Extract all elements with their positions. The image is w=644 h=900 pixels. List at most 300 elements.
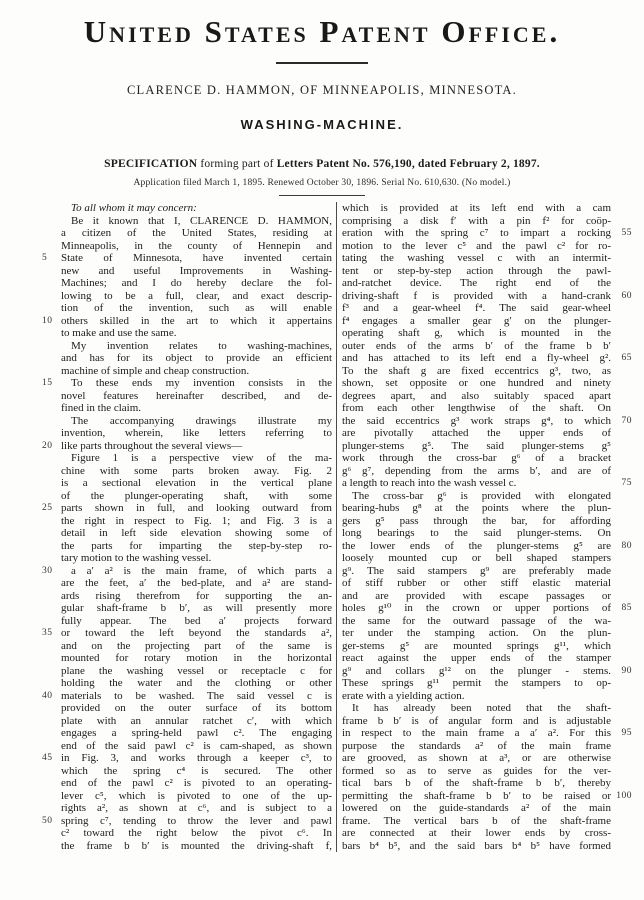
text-line (342, 577, 632, 590)
line-number (611, 777, 632, 790)
line-number (42, 277, 61, 290)
text-line-content: The accompanying drawings illustrate my (71, 414, 332, 427)
line-number: 30 (42, 565, 53, 576)
text-line-content: gular shaft-frame b b′, as will presently more (61, 602, 332, 614)
line-number (611, 715, 632, 728)
page-title: United States Patent Office. (83, 14, 561, 49)
line-number (611, 577, 632, 590)
line-number (42, 702, 61, 715)
text-line (342, 252, 632, 265)
text-line (42, 640, 332, 653)
text-line (42, 477, 332, 490)
line-number (611, 302, 632, 315)
text-line-content: to make and use the same. (61, 327, 177, 339)
text-line (42, 690, 332, 703)
text-line (42, 577, 332, 590)
line-number (611, 827, 632, 840)
text-line (42, 402, 332, 415)
line-number (42, 727, 61, 740)
header-divider-rule (276, 62, 368, 64)
text-line (342, 265, 632, 278)
line-number: 60 (621, 290, 632, 301)
line-number (42, 202, 61, 215)
line-number (611, 252, 632, 265)
text-line (42, 202, 332, 215)
text-line-content: g⁶ g⁷, depending from the arms b′, and are of (342, 464, 611, 477)
text-line (342, 340, 632, 353)
line-number (42, 240, 61, 253)
line-number: 75 (621, 478, 632, 488)
text-line-content: permitting the shaft-frame b b′ to be raised or (342, 789, 611, 802)
text-line (42, 415, 332, 428)
line-number (42, 227, 61, 240)
text-line (342, 540, 632, 553)
line-number (611, 390, 632, 403)
text-line-content: eration with the spring c⁷ to impart a rocking (342, 227, 611, 239)
text-line-content: like parts throughout the several views— (61, 439, 243, 452)
inventor-line: CLARENCE D. HAMMON, OF MINNEAPOLIS, MINNESOTA. (127, 83, 517, 97)
text-line-content: and has for its object to provide an efficient (61, 352, 332, 364)
text-line-content: c² toward the right below the pivot c⁶. In (61, 827, 332, 839)
text-line (42, 715, 332, 728)
text-line (342, 665, 632, 678)
line-number (42, 527, 61, 540)
text-line-content: Minneapolis, in the county of Hennepin and (61, 239, 332, 252)
text-line (42, 727, 332, 740)
line-number (42, 802, 61, 815)
text-line-content: frame. The vertical bars b of the shaft-frame (342, 814, 611, 827)
line-number: 80 (621, 540, 632, 551)
text-line-content: which the spring c⁴ is secured. The other (61, 764, 332, 777)
text-line-content: mounted for rotary motion in the horizontal (61, 652, 332, 664)
text-line-content: operating shaft g, which is mounted in the (342, 327, 611, 339)
line-number (611, 502, 632, 515)
text-line (42, 327, 332, 340)
text-line-content: from each other lengthwise of the shaft. On (342, 402, 611, 414)
text-line-content: in Fig. 3, and works through a keeper c³, to (61, 752, 332, 764)
text-line (42, 840, 332, 853)
line-number (611, 740, 632, 753)
text-line-content: gers g⁵ pass through the bar, for affording (342, 514, 611, 527)
line-number (42, 390, 61, 403)
line-number (42, 415, 61, 428)
text-line-content: are connected at their lower ends by cross- (342, 827, 611, 839)
text-line (42, 815, 332, 828)
text-line (342, 515, 632, 528)
text-line-content: To all whom it may concern: (71, 202, 197, 214)
line-number: 40 (42, 690, 53, 701)
text-line (42, 215, 332, 228)
line-number (611, 240, 632, 253)
text-line (342, 377, 632, 390)
text-line (42, 627, 332, 640)
left-column (42, 202, 332, 852)
line-number (42, 765, 61, 778)
line-number (42, 577, 61, 590)
text-line-content: work through the cross-bar g⁶ of a bracket (342, 452, 611, 464)
line-number (611, 652, 632, 665)
text-line (42, 340, 332, 353)
text-line-content: plate with an annular ratchet c′, with which (61, 714, 332, 727)
text-line-content: To these ends my invention consists in the (71, 377, 332, 389)
text-line-content: a citizen of the United States, residing at (61, 227, 332, 239)
text-line (342, 477, 632, 490)
text-line-content: lowing to be a full, clear, and exact descrip- (61, 289, 332, 302)
text-line (42, 502, 332, 515)
text-line (342, 752, 632, 765)
text-line (342, 715, 632, 728)
text-line-content: provided on the outer surface of its bottom (61, 702, 332, 714)
line-number (42, 552, 61, 565)
text-line (342, 415, 632, 428)
text-line-content: formed so as to serve as guides for the ver- (342, 764, 611, 777)
line-number: 95 (621, 728, 632, 738)
text-line-content: bars b⁴ b⁵, and the said bars b⁴ b⁵ have formed (342, 839, 611, 852)
text-line (42, 302, 332, 315)
text-line (342, 740, 632, 753)
text-line-content: State of Minnesota, have invented certain (61, 252, 332, 264)
line-number (611, 677, 632, 690)
text-line-content: and has attached to its left end a fly-wheel g². (342, 352, 611, 364)
text-line (42, 515, 332, 528)
text-line-content: holes g¹⁰ in the crown or upper portions of (342, 602, 611, 614)
text-line-content: loosely mounted cup or bell shaped stampers (342, 552, 611, 564)
text-line (42, 740, 332, 753)
text-line-content: tion of the invention, such as will enable (61, 302, 332, 314)
line-number (42, 540, 61, 553)
text-line-content: tating the washing vessel c with an intermit- (342, 252, 611, 264)
text-line (42, 540, 332, 553)
text-line (42, 427, 332, 440)
text-line-content: the said eccentrics g³ work straps g⁴, to which (342, 414, 611, 427)
specification-divider-rule (279, 195, 365, 196)
text-line (342, 315, 632, 328)
text-line (42, 452, 332, 465)
text-line-content: are pivotally attached the upper ends of (342, 427, 611, 439)
text-line (342, 327, 632, 340)
text-line-content: lever c⁵, which is pivoted to one of the up- (61, 789, 332, 802)
specification-line (0, 157, 644, 171)
text-line (42, 765, 332, 778)
line-number: 5 (42, 253, 48, 263)
line-number (611, 515, 632, 528)
text-line (42, 790, 332, 803)
line-number: 85 (621, 603, 632, 613)
line-number (42, 615, 61, 628)
text-line (342, 202, 632, 215)
text-line-content: fully appear. The bed a′ projects forward (61, 614, 332, 627)
line-number (42, 490, 61, 503)
line-number: 70 (621, 415, 632, 426)
right-column (342, 202, 632, 852)
line-number (42, 652, 61, 665)
text-line-content: the parts for imparting the step-by-step ro- (61, 539, 332, 552)
line-number: 50 (42, 815, 53, 826)
text-line (42, 565, 332, 578)
line-number (42, 327, 61, 340)
text-line-content: frame b b′ is of angular form and is adjustable (342, 714, 611, 727)
text-line-content: My invention relates to washing-machines, (71, 339, 332, 352)
line-number (42, 640, 61, 653)
line-number (42, 840, 61, 853)
invention-title: WASHING-MACHINE. (240, 117, 404, 132)
line-number (611, 315, 632, 328)
text-line-content: a length to reach into the wash vessel c. (342, 477, 517, 489)
text-line (42, 677, 332, 690)
line-number (42, 740, 61, 753)
text-line (42, 590, 332, 603)
text-line (42, 752, 332, 765)
line-number (42, 715, 61, 728)
text-line (342, 290, 632, 303)
text-line-content: g⁹ and collars g¹² on the plunger - stems. (342, 664, 611, 677)
line-number (611, 440, 632, 453)
text-line-content: It has already been noted that the shaft- (352, 702, 611, 714)
text-line-content: f⁴ engages a smaller gear g′ on the plunger- (342, 314, 611, 327)
text-line-content: parts shown in full, and looking outward from (61, 502, 332, 514)
line-number (611, 690, 632, 703)
column-divider-rule (336, 202, 337, 852)
text-line (342, 827, 632, 840)
text-line (42, 315, 332, 328)
text-line-content: spring c⁷, tending to throw the lever and pawl (61, 814, 332, 827)
text-line (42, 465, 332, 478)
line-number: 55 (621, 228, 632, 238)
text-line (342, 440, 632, 453)
text-line-content: Machines; and I do hereby declare the fol- (61, 277, 332, 289)
specification-label: SPECIFICATION (104, 158, 198, 170)
text-line-content: engages a spring-held pawl c². The engaging (61, 727, 332, 739)
text-line (42, 440, 332, 453)
line-number (42, 265, 61, 278)
text-line (342, 677, 632, 690)
text-line (342, 452, 632, 465)
text-line (342, 790, 632, 803)
text-line (342, 502, 632, 515)
line-number (611, 452, 632, 465)
line-number: 25 (42, 503, 53, 513)
text-line-content: These springs g¹¹ permit the stampers to op- (342, 677, 611, 689)
line-number (42, 777, 61, 790)
text-line (342, 565, 632, 578)
line-number (611, 377, 632, 390)
text-line (342, 465, 632, 478)
text-line (342, 365, 632, 378)
line-number (611, 640, 632, 653)
text-line (42, 615, 332, 628)
text-line (342, 627, 632, 640)
line-number (42, 465, 61, 478)
text-line (42, 777, 332, 790)
text-line-content: machine of simple and cheap construction. (61, 364, 250, 377)
text-line (342, 215, 632, 228)
text-line-content: bearing-hubs g⁸ at the points where the plun- (342, 502, 611, 514)
text-line-content: in respect to the main frame a a′ a². For this (342, 727, 611, 739)
text-line (342, 302, 632, 315)
line-number (42, 827, 61, 840)
line-number (42, 365, 61, 378)
text-line-content: To the shaft g are fixed eccentrics g³, two, as (342, 364, 611, 377)
text-line-content: f³ and a gear-wheel f⁴. The said gear-wheel (342, 302, 611, 314)
text-line-content: and-ratchet device. The right end of the (342, 277, 611, 289)
line-number (611, 565, 632, 578)
text-line-content: detail in left side elevation showing some of (61, 527, 332, 539)
text-line-content: are the feet, a′ the bed-plate, and a² are stand- (61, 577, 332, 589)
text-line (42, 390, 332, 403)
text-line-content: and are provided with escape passages or (342, 589, 611, 602)
text-line (42, 702, 332, 715)
line-number (611, 802, 632, 815)
text-line (42, 527, 332, 540)
text-line (342, 490, 632, 503)
text-line (42, 252, 332, 265)
text-line-content: Be it known that I, CLARENCE D. HAMMON, (71, 214, 332, 227)
line-number (42, 352, 61, 365)
line-number: 20 (42, 440, 53, 451)
text-line-content: the frame b b′ is mounted the driving-shaft f, (61, 839, 332, 852)
text-line (342, 227, 632, 240)
text-line (42, 352, 332, 365)
text-line-content: comprising a disk f′ with a pin f² for coöp- (342, 214, 611, 227)
text-line (42, 552, 332, 565)
text-line (342, 815, 632, 828)
text-line-content: materials to be washed. The said vessel c is (61, 689, 332, 702)
text-line-content: plunger-stems g⁵. The said plunger-stems g⁵ (342, 439, 611, 452)
text-line (42, 652, 332, 665)
line-number (42, 515, 61, 528)
patent-number-date: Letters Patent No. 576,190, dated February 2, 1897. (276, 158, 540, 170)
line-number (611, 277, 632, 290)
text-line-content: of the plunger-operating shaft, with some (61, 489, 332, 502)
text-line (42, 290, 332, 303)
text-line-content: react against the upper ends of the stamper (342, 652, 611, 664)
text-line-content: long bearings to the said plunger-stems. On (342, 527, 611, 539)
line-number (611, 815, 632, 828)
line-number (611, 702, 632, 715)
line-number (42, 427, 61, 440)
line-number: 45 (42, 753, 53, 763)
line-number (42, 790, 61, 803)
text-line (42, 365, 332, 378)
text-line-content: degrees apart, and also suitably spaced apart (342, 389, 611, 402)
specification-connector: forming part of (197, 158, 277, 170)
text-line (342, 690, 632, 703)
text-line-content: tent or step-by-step action through the pawl- (342, 264, 611, 277)
text-line-content: g⁹. The said stampers g⁹ are preferably made (342, 564, 611, 577)
text-line (42, 665, 332, 678)
line-number (611, 327, 632, 340)
line-number (611, 215, 632, 228)
text-line-content: shown, set opposite or one hundred and ninety (342, 377, 611, 389)
document-header (0, 14, 644, 196)
line-number (611, 615, 632, 628)
line-number (42, 302, 61, 315)
line-number (42, 290, 61, 303)
line-number (611, 752, 632, 765)
text-line (342, 427, 632, 440)
line-number: 100 (616, 790, 632, 801)
text-line-content: end of the said pawl c² is cam-shaped, as shown (61, 739, 332, 752)
text-line-content: and on the projecting part of the same is (61, 639, 332, 652)
line-number (611, 465, 632, 478)
text-line-content: which is provided at its left end with a cam (342, 202, 611, 214)
text-line (342, 652, 632, 665)
text-line-content: the right in respect to Fig. 1; and Fig. 3 is a (61, 514, 332, 527)
line-number (611, 265, 632, 278)
text-line (42, 265, 332, 278)
line-number: 10 (42, 315, 53, 326)
text-line-content: plane the washing vessel or receptacle c for (61, 664, 332, 677)
text-line (42, 240, 332, 253)
line-number (42, 590, 61, 603)
text-line (342, 552, 632, 565)
line-number (611, 765, 632, 778)
line-number (611, 527, 632, 540)
text-line-content: The cross-bar g⁶ is provided with elongated (352, 489, 611, 502)
text-line (342, 277, 632, 290)
text-line-content: novel features hereinafter described, and de- (61, 389, 332, 402)
line-number (611, 840, 632, 853)
text-line (342, 765, 632, 778)
line-number (42, 477, 61, 490)
line-number: 65 (621, 353, 632, 363)
line-number (611, 427, 632, 440)
text-line-content: rights a², as shown at c⁶, and is subject to a (61, 802, 332, 814)
text-line-content: purpose the standards a² of the main frame (342, 739, 611, 752)
text-line (342, 615, 632, 628)
text-line (342, 727, 632, 740)
text-line-content: chine with some parts broken away. Fig. 2 (61, 464, 332, 477)
text-line-content: holding the water and the clothing or other (61, 677, 332, 689)
text-line-content: lowered on the guide-standards a² of the main (342, 802, 611, 814)
text-line-content: a a′ a² is the main frame, of which parts a (71, 564, 332, 577)
text-line-content: motion to the lever c⁵ and the pawl c² for ro- (342, 239, 611, 252)
text-line-content: of stiff rubber or other stiff elastic material (342, 577, 611, 589)
text-line-content: invention, wherein, like letters referring to (61, 427, 332, 439)
text-line-content: Figure 1 is a perspective view of the ma- (71, 452, 332, 464)
text-line (342, 527, 632, 540)
line-number (611, 627, 632, 640)
text-line (342, 590, 632, 603)
text-line (342, 802, 632, 815)
line-number (42, 677, 61, 690)
line-number (611, 340, 632, 353)
line-number (42, 452, 61, 465)
text-line (342, 402, 632, 415)
text-line (42, 827, 332, 840)
text-line (42, 277, 332, 290)
line-number (42, 665, 61, 678)
application-line: Application filed March 1, 1895. Renewed October 30, 1896. Serial No. 610,630. (No model.) (133, 178, 511, 188)
text-line-content: tical bars b of the shaft-frame b b′, thereby (342, 777, 611, 789)
two-column-body (42, 202, 632, 852)
text-line (342, 602, 632, 615)
line-number (611, 490, 632, 503)
line-number: 90 (621, 665, 632, 676)
text-line (42, 802, 332, 815)
text-line (342, 240, 632, 253)
text-line (42, 602, 332, 615)
text-line (342, 840, 632, 853)
text-line-content: tary motion to the washing vessel. (61, 552, 212, 564)
text-line-content: the lower ends of the plunger-stems g⁵ are (342, 539, 611, 552)
line-number (611, 552, 632, 565)
text-line (342, 702, 632, 715)
line-number: 15 (42, 378, 53, 388)
text-line-content: ter under the stamping action. On the plun- (342, 627, 611, 639)
line-number (42, 402, 61, 415)
text-line (342, 390, 632, 403)
